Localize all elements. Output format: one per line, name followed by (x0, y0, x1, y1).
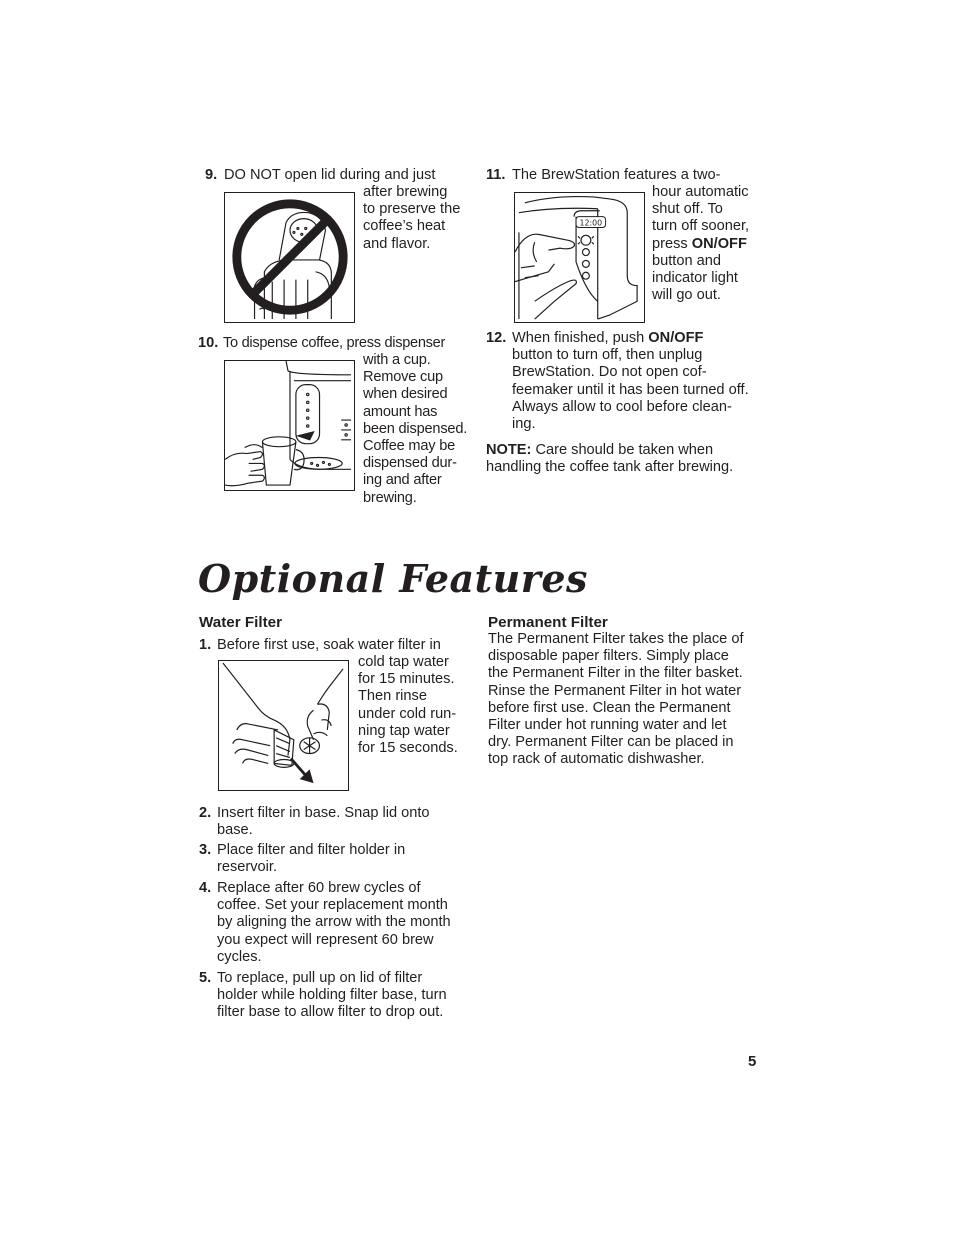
water-step-1-line1: Before first use, soak water filter in (217, 637, 441, 653)
step-11-number: 11. (486, 167, 506, 183)
water-filter-illustration (218, 660, 349, 791)
step-10-text-wrap: with a cup. Remove cup when desired amount has been dispensed. Coffee may be dispensed dur- ing and after brewing. (363, 352, 468, 506)
clock-display: 12:00 (579, 218, 603, 228)
step-9-text-line1: DO NOT open lid during and just (224, 167, 436, 183)
water-step-3: 3. (199, 842, 212, 858)
page-number: 5 (748, 1053, 757, 1070)
note-label: NOTE: (486, 442, 532, 458)
water-step-4-text: Replace after 60 brew cycles of coffee. Set your replacement month by aligning the arrow with the month you expect will represent 60 brew cycles. (217, 880, 451, 965)
water-step-2-text: Insert filter in base. Snap lid onto base. (217, 805, 430, 839)
no-open-lid-illustration (224, 192, 355, 323)
step-11-text-line1: The BrewStation features a two- (512, 167, 721, 183)
step-12-text: When finished, push ON/OFF button to turn off, then unplug BrewStation. Do not open cof- feemaker until it has been turned off. Always allow to cool before clean- ing. (512, 330, 749, 432)
step-9-text-wrap: after brewing to preserve the coffee’s heat and flavor. (363, 184, 461, 252)
water-filter-heading: Water Filter (199, 614, 282, 631)
permanent-filter-text: The Permanent Filter takes the place of disposable paper filters. Simply place the Permanent Filter in the filter basket. Rinse the Permanent Filter in hot water before first use. Clean the Permanent Filter under hot running water and let dry. Permanent Filter can be placed in top rack of automatic dishwasher. (488, 631, 744, 768)
step-12-number: 12. (486, 330, 507, 346)
step-10-text-line1: To dispense coffee, press dispenser (223, 335, 446, 351)
water-step-1-number: 1. (199, 637, 212, 653)
dispense-coffee-illustration (224, 360, 355, 491)
water-step-5-text: To replace, pull up on lid of filter holder while holding filter base, turn filter base to allow filter to drop out. (217, 970, 447, 1021)
water-step-4: 4. (199, 880, 212, 896)
water-step-2: 2. (199, 805, 212, 821)
step-11-text-wrap: hour automatic shut off. To turn off sooner, press ON/OFF button and indicator light will go out. (652, 184, 750, 304)
power-button-illustration (514, 192, 645, 323)
water-step-3-text: Place filter and filter holder in reservoir. (217, 842, 406, 876)
note-text: NOTE: Care should be taken when handling the coffee tank after brewing. (486, 442, 734, 476)
water-step-5: 5. (199, 970, 212, 986)
section-title: Optional Features (198, 556, 588, 601)
permanent-filter-heading: Permanent Filter (488, 614, 608, 631)
step-9-number: 9. (205, 167, 218, 183)
step-10-number: 10. (198, 335, 219, 351)
water-step-1-wrap: cold tap water for 15 minutes. Then rinse under cold run- ning tap water for 15 seconds. (358, 654, 458, 756)
